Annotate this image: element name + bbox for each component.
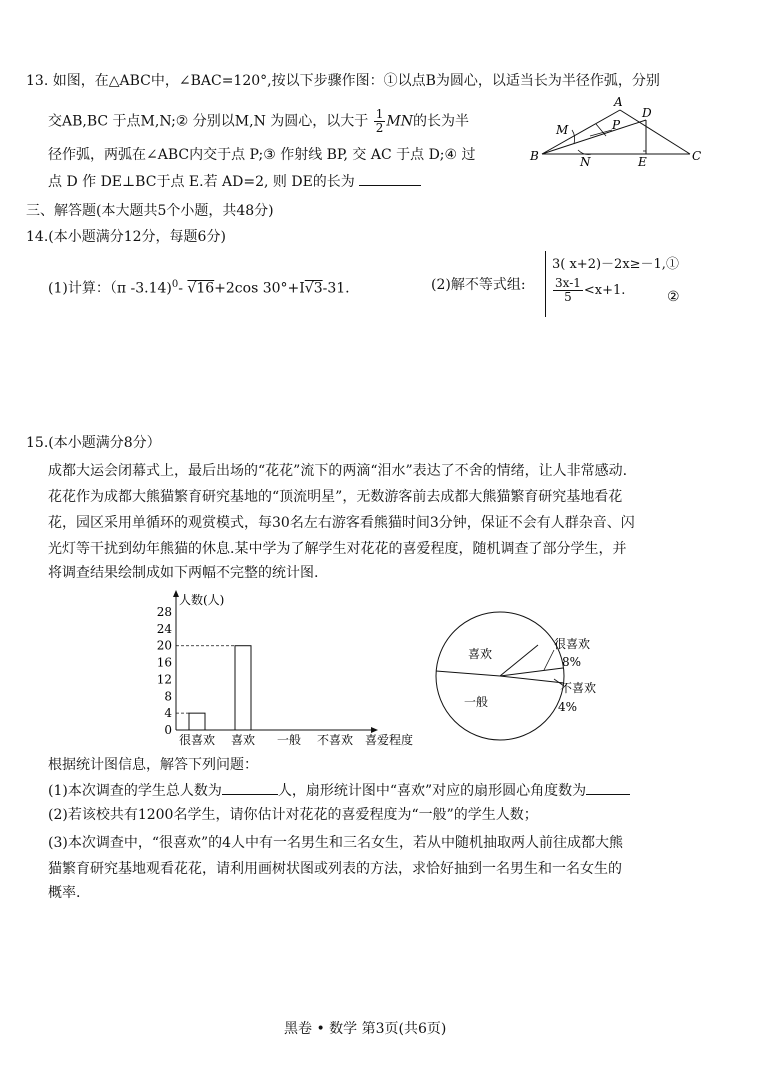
q14-part1-c: +2cos 30°+I <box>214 280 305 297</box>
y-tick-label-4: 4 <box>164 706 172 721</box>
q14-ineq2-fraction <box>553 277 583 304</box>
pie-label-general: 一般 <box>464 695 489 709</box>
pie-percent-dislike: 4% <box>558 700 578 714</box>
q13-frac-den: 2 <box>375 121 384 135</box>
label-c: C <box>692 149 702 163</box>
q15-intro: 根据统计图信息，解答下列问题： <box>48 757 258 773</box>
segment-ac <box>620 110 690 154</box>
category-label-2: 一般 <box>276 733 302 747</box>
q13-line1 <box>26 72 660 90</box>
q13-answer-blank[interactable] <box>359 173 421 186</box>
q13-fraction <box>374 108 386 135</box>
y-tick-label-0: 0 <box>164 723 172 737</box>
q13-line4 <box>48 173 421 191</box>
label-m: M <box>556 123 569 137</box>
q15-sub2: (2)若该校共有1200名学生，请你估计对花花的喜爱程度为“一般”的学生人数； <box>48 807 538 823</box>
q15-para-line-4: 光灯等干扰到幼年熊猫的休息.某中学为了解学生对花花的喜爱程度，随机调查了部分学生，并 <box>48 541 627 557</box>
label-a: A <box>614 95 623 109</box>
q13-triangle-figure <box>528 94 708 166</box>
q14-part2-label: (2)解不等式组: <box>431 277 526 293</box>
q15-sub3-line-3: 概率. <box>48 885 81 901</box>
q15-angle-blank[interactable] <box>586 782 630 795</box>
pie-divider-like-verylike <box>500 645 538 676</box>
q15-sub3-line-2: 猫繁育研究基地观看花花，请利用画树状图或列表的方法，求恰好抽到一名男生和一名女生的 <box>48 861 622 877</box>
q14-ineq2-mark: ② <box>667 289 680 305</box>
y-tick-label-8: 8 <box>164 689 172 704</box>
pie-leader-verylike <box>544 650 554 670</box>
label-e: E <box>638 155 647 166</box>
pie-label-like: 喜欢 <box>468 647 493 661</box>
q13-text-1: 如图，在△ABC中，∠BAC=120°,按以下步骤作图：①以点B为圆心，以适当长为半径作弧，分别 <box>52 73 660 89</box>
y-tick-label-20: 20 <box>156 638 172 653</box>
q14-header: 14.(本小题满分12分，每题6分) <box>26 229 226 245</box>
pie-divider-verylike-dislike <box>500 668 563 676</box>
pie-chart <box>432 608 612 758</box>
q14-part1-d: -31. <box>322 280 350 297</box>
bar-1 <box>235 646 251 730</box>
q14-ineq1-text: 3( x+2)－2x≥－1, <box>552 257 666 272</box>
q13-text-2a: 交AB,BC 于点M,N;② 分别以M,N 为圆心，以大于 <box>48 113 369 130</box>
y-tick-label-12: 12 <box>156 672 172 687</box>
q14-ineq2 <box>552 277 625 304</box>
category-label-3: 不喜欢 <box>316 733 354 747</box>
q15-sub3-line-1: (3)本次调查中，“很喜欢”的4人中有一名男生和三名女生，若从中随机抽取两人前往成都大熊 <box>48 835 624 851</box>
q15-sub1-a: (1)本次调查的学生总人数为 <box>48 783 222 799</box>
q14-part1-sqrt3: √3 <box>304 280 323 297</box>
q15-para-line-5: 将调查结果绘制成如下两幅不完整的统计图. <box>48 565 319 581</box>
pie-divider-like-general <box>436 671 500 676</box>
q14-inequality-system <box>545 251 705 317</box>
bar-chart <box>140 588 430 748</box>
q14-ineq2-den: 5 <box>564 290 572 304</box>
pie-label-dislike: 不喜欢 <box>560 681 597 695</box>
bar-0 <box>189 713 205 730</box>
q14-part1-b: - <box>178 280 188 297</box>
q13-text-2c: 的长为半 <box>413 113 469 130</box>
q15-sub1 <box>48 782 630 800</box>
q13-frac-num: 1 <box>375 107 384 121</box>
label-p: P <box>612 118 621 132</box>
bars <box>176 646 251 730</box>
q15-total-blank[interactable] <box>222 782 278 795</box>
q14-ineq2-rest: <x+1. <box>583 283 626 298</box>
y-tick-label-16: 16 <box>156 655 172 670</box>
q15-para-line-2: 花花作为成都大熊猫繁育研究基地的“顶流明星”，无数游客前去成都大熊猫繁育研究基地看花 <box>48 489 623 505</box>
y-ticks <box>157 605 173 737</box>
y-axis-label: 人数(人) <box>179 593 225 607</box>
q14-ineq1 <box>552 253 679 272</box>
q14-ineq2-num: 3x-1 <box>555 276 581 290</box>
page-footer: 黑卷 • 数学 第3页(共6页) <box>284 1021 447 1037</box>
pie-percent-verylike: 8% <box>562 655 582 669</box>
q13-text-2b: MN <box>386 113 413 130</box>
y-tick-label-28: 28 <box>156 605 172 619</box>
label-d: D <box>642 106 652 120</box>
q14-part1-sqrt16: √16 <box>187 280 215 297</box>
q14-brace <box>545 251 552 317</box>
pie-label-verylike: 很喜欢 <box>554 637 591 651</box>
q13-line2 <box>48 108 469 135</box>
x-axis-label: 喜爱程度 <box>365 733 414 747</box>
q15-sub1-b: 人，扇形统计图中“喜欢”对应的扇形圆心角度数为 <box>277 783 587 799</box>
category-label-1: 喜欢 <box>230 733 256 747</box>
q13-number: 13. <box>26 73 49 89</box>
label-b: B <box>530 149 539 163</box>
q14-part1-label: (1)计算： <box>48 280 110 297</box>
category-label-0: 很喜欢 <box>178 733 216 747</box>
q14-ineq1-mark: ① <box>665 257 679 272</box>
y-tick-label-24: 24 <box>156 621 172 636</box>
section3-title: 三、解答题(本大题共5个小题，共48分) <box>26 203 274 219</box>
q14-part1-exp: 0 <box>171 279 179 290</box>
category-labels <box>179 732 353 747</box>
q14-part1 <box>48 276 350 298</box>
q14-part1-a: （π -3.14) <box>109 280 172 297</box>
q15-header: 15.(本小题满分8分） <box>26 435 161 451</box>
q13-text-4: 点 D 作 DE⊥BC于点 E.若 AD=2, 则 DE的长为 <box>48 174 355 190</box>
label-n: N <box>580 155 591 166</box>
q15-para-line-1: 成都大运会闭幕式上，最后出场的“花花”流下的两滴“泪水”表达了不舍的情绪，让人非常感动. <box>48 463 628 479</box>
bar-chart-axes <box>173 590 378 733</box>
q13-line3: 径作弧，两弧在∠ABC内交于点 P;③ 作射线 BP, 交 AC 于点 D;④ 过 <box>48 147 476 163</box>
q15-para-line-3: 花，园区采用单循环的观赏模式，每30名左右游客看熊猫时间3分钟，保证不会有人群杂音、闪 <box>48 515 635 531</box>
